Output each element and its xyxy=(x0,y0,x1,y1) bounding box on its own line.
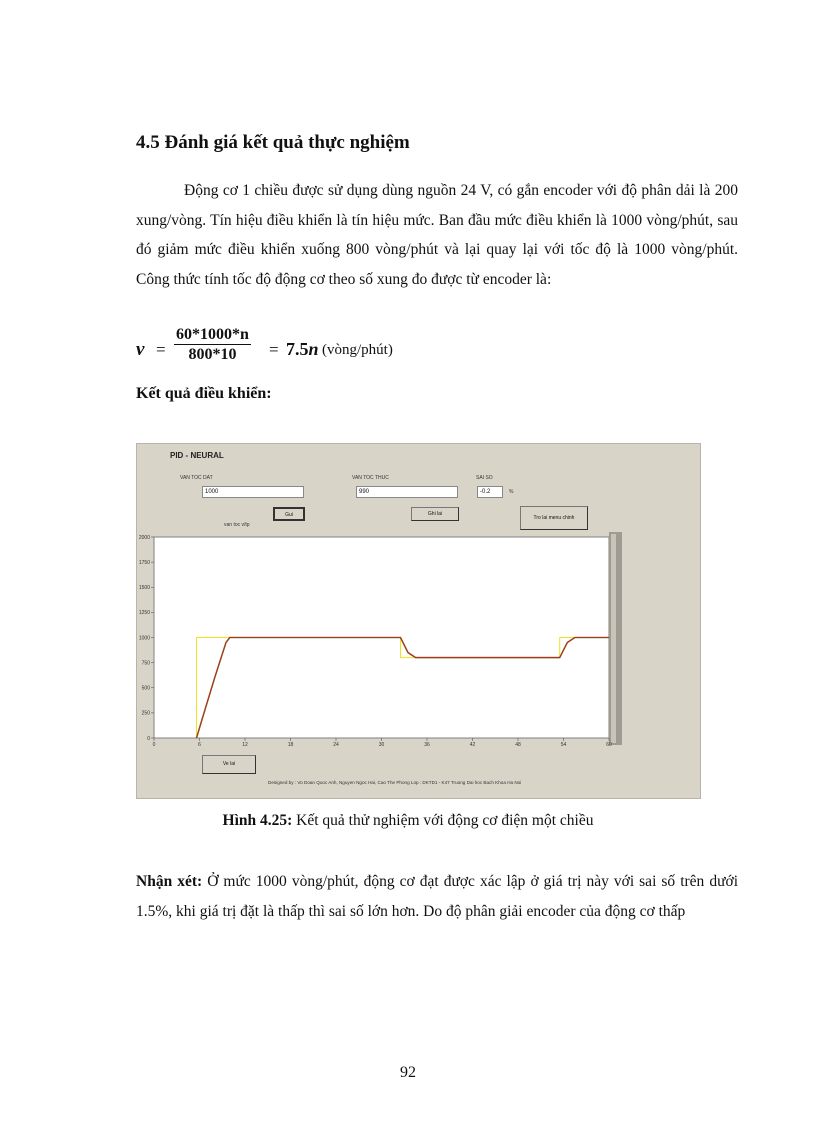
y-tick-label: 0 xyxy=(147,735,150,742)
x-tick-label: 6 xyxy=(198,742,201,748)
formula-fraction xyxy=(174,326,251,364)
figure-caption xyxy=(0,812,816,830)
y-tick-label: 500 xyxy=(141,685,150,692)
x-tick-label: 48 xyxy=(515,742,521,748)
page-number: 92 xyxy=(400,1064,416,1081)
x-tick-label: 12 xyxy=(242,742,248,748)
y-tick-label: 1000 xyxy=(138,635,150,642)
setpoint-label: VAN TOC DAT xyxy=(180,475,213,481)
y-tick-label: 1500 xyxy=(138,585,150,592)
x-tick-label: 24 xyxy=(333,742,339,748)
formula-equals-2: = xyxy=(269,340,279,359)
read-button[interactable]: Ghi lai xyxy=(411,507,459,521)
back-button[interactable]: Ve lai xyxy=(202,755,256,774)
formula-result-variable: n xyxy=(308,339,319,359)
remark-paragraph xyxy=(136,867,738,927)
error-input[interactable]: -0.2 xyxy=(477,486,503,498)
x-tick-label: 36 xyxy=(424,742,430,748)
y-tick-label: 250 xyxy=(141,710,150,717)
x-tick-label: 54 xyxy=(560,742,567,748)
error-unit: % xyxy=(509,489,514,495)
formula-equals: = xyxy=(156,340,166,359)
formula-lhs: v xyxy=(136,339,145,360)
y-tick-label: 750 xyxy=(141,660,150,667)
x-tick-label: 60 xyxy=(606,742,612,748)
remark-text: Ở mức 1000 vòng/phút, động cơ đạt được xác lập ở giá trị này với sai số trên dưới 1.5%, khi giá trị đặt là thấp thì sai số lớn hơn. Do độ phân giải encoder của động cơ thấp xyxy=(136,873,738,920)
speed-chart xyxy=(136,530,626,750)
body-paragraph xyxy=(136,176,738,294)
results-label: Kết quả điều khiển: xyxy=(136,385,272,402)
paragraph-text: Động cơ 1 chiều được sử dụng dùng nguồn 24 V, có gắn encoder với độ phân dải là 200 xung/vòng. Tín hiệu điều khiển là tín hiệu mức. Ban đầu mức điều khiển là 1000 vòng/phút, sau đó giảm mức điều khiển xuống 800 vòng/phút và lại quay lại với tốc độ là 1000 vòng/phút. Công thức tính tốc độ động cơ theo số xung đo được từ encoder là: xyxy=(136,182,738,288)
y-tick-label: 1250 xyxy=(138,610,150,617)
x-tick-label: 30 xyxy=(378,742,385,748)
formula-numerator: 60*1000*n xyxy=(176,326,249,343)
caption-label: Hình 4.25: xyxy=(222,812,293,829)
remark-label: Nhận xét: xyxy=(136,873,203,890)
y-tick-label: 2000 xyxy=(138,534,150,541)
formula-unit: (vòng/phút) xyxy=(322,342,393,358)
speed-formula xyxy=(136,326,556,374)
main-menu-button[interactable]: Tro lai menu chinh xyxy=(520,506,588,530)
actual-speed-label: VAN TOC THUC xyxy=(352,475,389,481)
formula-result-number: 7.5 xyxy=(286,339,309,359)
figure-title: PID - NEURAL xyxy=(170,451,224,460)
x-tick-label: 42 xyxy=(469,742,476,748)
error-label: SAI SO xyxy=(476,475,493,481)
credits-line: Designed by : Vo Doan Quoc Anh, Nguyen Ngoc Hai, Cao The Phong Lop : DKTD1 - K47 Truong Dai hoc Bach Khoa Ha Noi xyxy=(268,780,522,785)
section-heading: 4.5 Đánh giá kết quả thực nghiệm xyxy=(136,132,410,153)
y-tick-label: 1750 xyxy=(138,559,150,566)
formula-denominator: 800*10 xyxy=(188,346,237,363)
setpoint-input[interactable]: 1000 xyxy=(202,486,304,498)
send-button[interactable]: Gui xyxy=(273,507,305,521)
x-tick-label: 18 xyxy=(287,742,294,748)
formula-result xyxy=(286,339,319,360)
x-tick-label: 0 xyxy=(152,742,156,748)
plot-y-label: van toc v/tp xyxy=(224,522,250,528)
caption-text: Kết quả thử nghiệm với động cơ điện một chiều xyxy=(292,812,594,829)
actual-speed-input[interactable]: 990 xyxy=(356,486,458,498)
